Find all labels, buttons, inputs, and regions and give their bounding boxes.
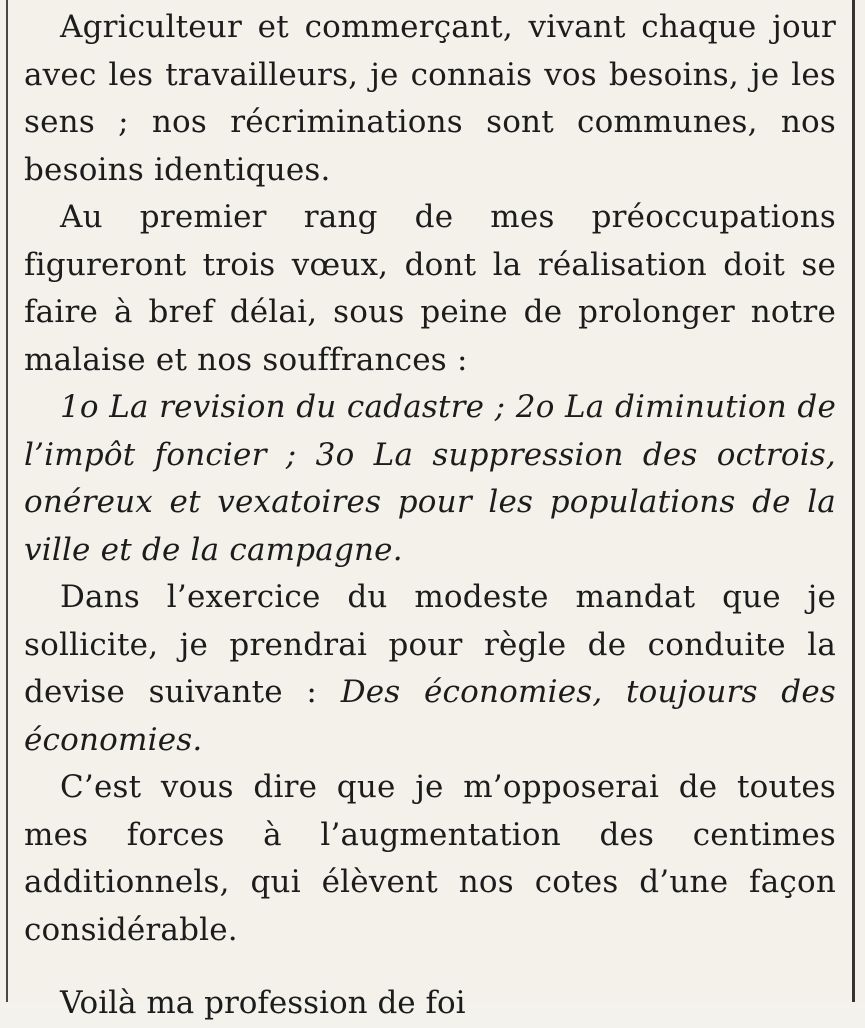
- paragraph-4-motto: Des économies, toujours des économies.: [24, 674, 836, 758]
- cutoff-line: Voilà ma profession de foi: [60, 985, 466, 1021]
- text-column: [24, 4, 836, 954]
- paragraph-5: C’est vous dire que je m’opposerai de toutes mes forces à l’augmentation des centimes additionnels, qui élèvent nos cotes d’une façon considérable.: [24, 769, 836, 948]
- paragraph-4-text: Dans l’exercice du modeste mandat que je sollicite, je prendrai pour règle de conduite la devise suivante :: [24, 579, 836, 710]
- paragraph-4: [24, 574, 836, 764]
- column-rule-left: [6, 0, 8, 1002]
- paragraph-2: Au premier rang de mes préoccupations figureront trois vœux, dont la réalisation doit se faire à bref délai, sous peine de prolonger notre malaise et nos souffrances :: [24, 199, 836, 378]
- paragraph-1: Agriculteur et commerçant, vivant chaque jour avec les travailleurs, je connais vos besoins, je les sens ; nos récriminations sont communes, nos besoins identiques.: [24, 9, 836, 188]
- paragraph-3-wishes: 1o La revision du cadastre ; 2o La diminution de l’impôt foncier ; 3o La suppression des octrois, onéreux et vexatoires pour les populations de la ville et de la campagne.: [24, 389, 836, 568]
- column-rule-right: [852, 0, 855, 1002]
